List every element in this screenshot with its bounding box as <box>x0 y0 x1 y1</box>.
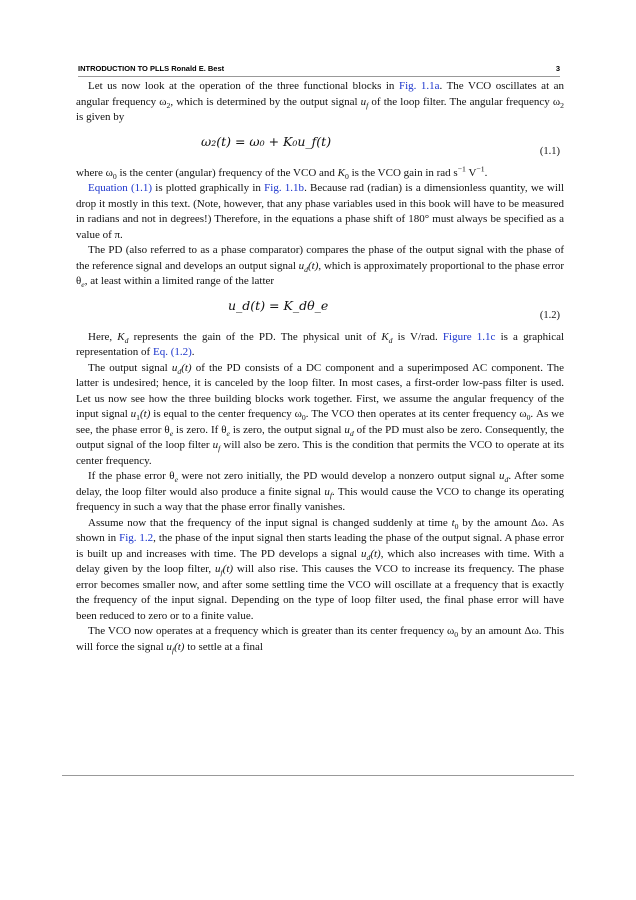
fig-1-2-link[interactable]: Fig. 1.2 <box>119 532 154 544</box>
fig-1-1b-link[interactable]: Fig. 1.1b <box>264 182 305 194</box>
paragraph-1: Let us now look at the operation of the three functional blocks in Fig. 1.1a. The VCO oscillates at an angular frequency $\omega_2$, which is determined by the output signal $u_f$ of the loop filter. The angular frequency $\omega_2$ is given by <box>76 80 565 123</box>
eq-1-2-link[interactable]: Eq. (1.2) <box>152 346 192 358</box>
paragraph-9: The VCO now operates at a frequency which is greater than its center frequency $\omega_0$ by an amount Δω. This will force the signal $u_f(t)$ to settle at a final <box>76 625 565 655</box>
equation-1-2-expression: u_d(t) = K_dθ_e <box>228 297 329 313</box>
fig-1-1a-link[interactable]: Fig. 1.1a <box>398 80 440 92</box>
equation-1-2 <box>76 290 564 330</box>
header-rule <box>78 76 560 77</box>
running-header <box>78 64 560 76</box>
equation-1-1-link[interactable]: Equation (1.1) <box>88 182 153 194</box>
equation-1-1 <box>76 126 564 166</box>
equation-1-1-expression: ω₂(t) = ω₀ + K₀u_f(t) <box>201 133 332 149</box>
paragraph-4: The PD (also referred to as a phase comparator) compares the phase of the output signal with the phase of the reference signal and develops an output signal $u_d(t)$, which is approximately proportional to the phase error $\theta_e$, at least within a limited range of the latter <box>76 244 564 290</box>
body-text <box>76 79 564 655</box>
paragraph-2: where $\omega_0$ is the center (angular) frequency of the VCO and $K_0$ is the VCO gain in rad $s^{-1}$ $V^{-1}$. <box>76 163 488 181</box>
footer-rule <box>62 775 574 776</box>
paragraph-5: Here, $K_d$ represents the gain of the PD. The physical unit of $K_d$ is V/rad. Figure 1.1c is a graphical representation of Eq. (1.2). <box>76 330 565 358</box>
page-number: 3 <box>555 64 560 73</box>
paragraph-3: Equation (1.1) is plotted graphically in Fig. 1.1b. Because rad (radian) is a dimensionless quantity, we will drop it mostly in this text. (Note, however, that any phase variables used in this book will have to be measured in radians and not in degrees!) Therefore, in the equations a phase shift of 180° must always be specified as a value of π. <box>76 182 564 241</box>
paragraph-6: The output signal $u_d(t)$ of the PD consists of a DC component and a superimposed AC component. The latter is undesired; hence, it is canceled by the loop filter. In most cases, a first-order low-pass filter is used. Let us now see how the three building blocks work together. First, we assume the angular frequency of the input signal $u_1(t)$ is equal to the center frequency $\omega_0$. The VCO then operates at its center frequency $\omega_0$. As we see, the phase error $\theta_e$ is zero. If $\theta_e$ is zero, the output signal $u_d$ of the PD must also be zero. Consequently, the output signal of the loop filter $u_f$ will also be zero. This is the condition that permits the VCO to operate at its center frequency. <box>76 361 564 467</box>
equation-1-1-number: (1.1) <box>539 145 560 157</box>
figure-1-1c-link[interactable]: Figure 1.1c <box>442 330 496 343</box>
paragraph-7: If the phase error $\theta_e$ were not zero initially, the PD would develop a nonzero output signal $u_d$. After some delay, the loop filter would also produce a finite signal $u_f$. This would cause the VCO to change its operating frequency in such a way that the phase error finally vanishes. <box>76 470 564 513</box>
header-title: INTRODUCTION TO PLLS Ronald E. Best <box>78 64 225 73</box>
equation-1-2-number: (1.2) <box>539 309 560 321</box>
paragraph-8: Assume now that the frequency of the input signal is changed suddenly at time $t_0$ by the amount Δω. As shown in Fig. 1.2, the phase of the input signal then starts leading the phase of the output signal. A phase error is built up and increases with time. The PD develops a signal $u_d(t)$, which also increases with time. With a delay given by the loop filter, $u_f(t)$ will also rise. This causes the VCO to increase its frequency. The phase error becomes smaller now, and after some settling time the VCO will oscillate at a frequency that is exactly the frequency of the input signal. Depending on the type of loop filter used, the final phase error will have been reduced to zero or to a finite value. <box>76 516 565 622</box>
